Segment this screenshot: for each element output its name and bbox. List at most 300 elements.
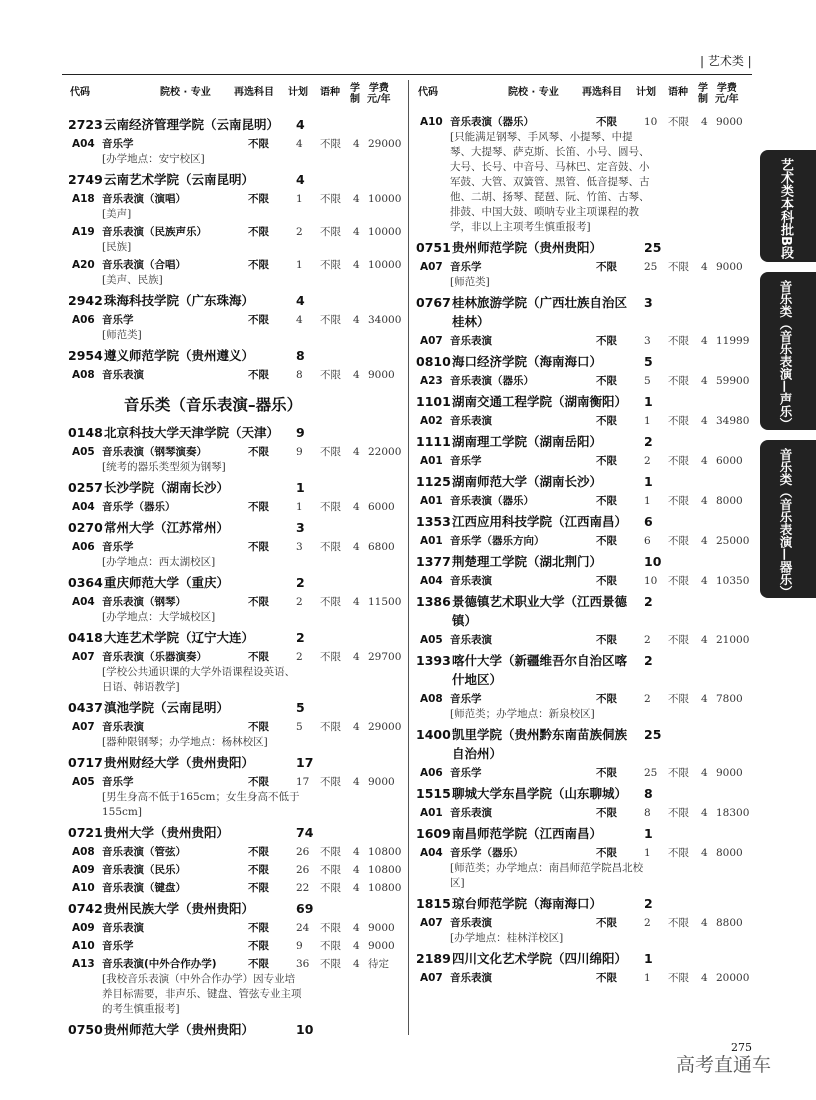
column-header	[68, 80, 408, 112]
school-row	[68, 899, 408, 918]
major-note: [男生身高不低于165cm；女生身高不低于155cm]	[102, 791, 300, 818]
major-name: 音乐表演	[450, 972, 492, 984]
major-language: 不限	[320, 940, 341, 952]
major-row	[416, 573, 756, 589]
major-row	[416, 333, 756, 349]
major-code: A04	[72, 501, 95, 513]
school-name: 四川文化艺术学院（四川绵阳）	[452, 951, 628, 966]
major-row	[68, 774, 408, 790]
major-row	[68, 136, 408, 152]
major-fee: 10800	[368, 864, 402, 876]
major-fee: 6000	[368, 501, 395, 513]
major-name: 音乐表演（器乐）	[450, 116, 534, 128]
major-years: 4	[353, 958, 360, 970]
major-plan: 3	[296, 541, 303, 553]
major-plan: 10	[644, 575, 658, 587]
major-note: [办学地点：西太湖校区]	[102, 556, 216, 568]
header-language: 语种	[320, 87, 340, 98]
school-row	[68, 115, 408, 134]
school-row	[416, 725, 756, 763]
school-row	[416, 392, 756, 411]
school-name: 海口经济学院（海南海口）	[452, 354, 603, 369]
major-plan: 1	[644, 847, 651, 859]
major-name: 音乐学（器乐）	[450, 847, 524, 859]
major-name: 音乐表演	[450, 335, 492, 347]
major-fee: 11999	[716, 335, 750, 347]
major-code: A06	[420, 767, 443, 779]
major-years: 4	[701, 847, 708, 859]
school-row	[416, 651, 756, 689]
school-code: 1353	[416, 514, 451, 529]
major-row	[416, 632, 756, 648]
major-fee: 29000	[368, 138, 402, 150]
major-name: 音乐表演	[102, 721, 144, 733]
major-name: 音乐表演（管弦）	[102, 846, 186, 858]
major-row	[68, 312, 408, 328]
major-subjects: 不限	[596, 116, 617, 128]
school-name: 景德镇艺术职业大学（江西景德镇）	[452, 594, 628, 628]
school-name: 湖南理工学院（湖南岳阳）	[452, 434, 603, 449]
major-language: 不限	[668, 535, 689, 547]
major-note: [师范类]	[450, 276, 490, 288]
column-header	[416, 80, 756, 112]
major-fee: 10800	[368, 846, 402, 858]
major-code: A01	[420, 807, 443, 819]
school-row	[68, 628, 408, 647]
major-subjects: 不限	[596, 335, 617, 347]
major-years: 4	[701, 972, 708, 984]
school-code: 0257	[68, 480, 103, 495]
major-plan: 9	[296, 446, 303, 458]
major-subjects: 不限	[596, 375, 617, 387]
major-code: A20	[72, 259, 95, 271]
major-row	[416, 453, 756, 469]
major-fee: 待定	[368, 958, 389, 970]
major-code: A08	[420, 693, 443, 705]
major-name: 音乐学	[102, 541, 134, 553]
major-name: 音乐表演	[450, 917, 492, 929]
major-code: A04	[420, 847, 443, 859]
school-plan: 25	[644, 240, 662, 255]
major-subjects: 不限	[596, 575, 617, 587]
major-code: A07	[420, 972, 443, 984]
major-fee: 10800	[368, 882, 402, 894]
major-plan: 8	[296, 369, 303, 381]
major-language: 不限	[320, 922, 341, 934]
major-years: 4	[353, 501, 360, 513]
school-row	[68, 698, 408, 717]
major-code: A13	[72, 958, 95, 970]
major-row	[416, 259, 756, 275]
major-code: A10	[72, 882, 95, 894]
major-years: 4	[353, 369, 360, 381]
major-language: 不限	[668, 634, 689, 646]
header-plan: 计划	[288, 87, 308, 98]
major-language: 不限	[320, 193, 341, 205]
header-plan: 计划	[636, 87, 656, 98]
major-plan: 10	[644, 116, 658, 128]
major-name: 音乐表演（民族声乐）	[102, 226, 207, 238]
major-plan: 2	[296, 651, 303, 663]
school-code: 1393	[416, 653, 451, 668]
major-years: 4	[353, 846, 360, 858]
school-plan: 5	[296, 700, 305, 715]
major-code: A04	[420, 575, 443, 587]
major-row	[416, 373, 756, 389]
major-years: 4	[701, 693, 708, 705]
major-years: 4	[701, 415, 708, 427]
school-code: 1377	[416, 554, 451, 569]
major-row	[68, 862, 408, 878]
major-row	[68, 539, 408, 555]
major-language: 不限	[668, 335, 689, 347]
major-row	[416, 805, 756, 821]
major-years: 4	[353, 864, 360, 876]
major-code: A05	[72, 776, 95, 788]
major-name: 音乐表演(中外合作办学)	[102, 958, 217, 970]
major-years: 4	[353, 922, 360, 934]
school-plan: 25	[644, 727, 662, 742]
major-fee: 59900	[716, 375, 750, 387]
major-fee: 29700	[368, 651, 402, 663]
major-subjects: 不限	[596, 535, 617, 547]
school-row	[416, 552, 756, 571]
major-subjects: 不限	[248, 259, 269, 271]
header-school-major: 院校 · 专业	[160, 87, 211, 98]
major-subjects: 不限	[248, 776, 269, 788]
major-code: A07	[420, 917, 443, 929]
major-row	[68, 191, 408, 207]
major-plan: 2	[644, 693, 651, 705]
major-row	[68, 499, 408, 515]
major-language: 不限	[668, 972, 689, 984]
major-years: 4	[353, 446, 360, 458]
school-code: 0742	[68, 901, 103, 916]
school-name: 珠海科技学院（广东珠海）	[104, 293, 255, 308]
major-row	[416, 114, 756, 130]
major-code: A09	[72, 864, 95, 876]
major-subjects: 不限	[248, 651, 269, 663]
major-language: 不限	[668, 807, 689, 819]
left-column	[68, 80, 408, 1039]
major-plan: 2	[296, 596, 303, 608]
major-fee: 10350	[716, 575, 750, 587]
school-name: 湖南交通工程学院（湖南衡阳）	[452, 394, 628, 409]
major-subjects: 不限	[248, 940, 269, 952]
school-plan: 1	[644, 826, 653, 841]
school-row	[68, 823, 408, 842]
school-name: 聊城大学东昌学院（山东聊城）	[452, 786, 628, 801]
major-language: 不限	[668, 261, 689, 273]
major-years: 4	[701, 575, 708, 587]
major-name: 音乐表演（钢琴演奏）	[102, 446, 207, 458]
major-language: 不限	[668, 495, 689, 507]
major-years: 4	[701, 535, 708, 547]
major-name: 音乐表演（器乐）	[450, 495, 534, 507]
school-plan: 74	[296, 825, 314, 840]
major-years: 4	[701, 375, 708, 387]
school-name: 贵州师范学院（贵州贵阳）	[452, 240, 603, 255]
school-code: 1386	[416, 594, 451, 609]
header-language: 语种	[668, 87, 688, 98]
major-name: 音乐学	[102, 138, 134, 150]
left-rows	[68, 115, 408, 1039]
school-code: 0721	[68, 825, 103, 840]
school-name: 重庆师范大学（重庆）	[104, 575, 230, 590]
major-years: 4	[701, 634, 708, 646]
major-note: [只能满足钢琴、手风琴、小提琴、中提琴、大提琴、萨克斯、长笛、小号、圆号、大号、长号、中音号、马林巴、定音鼓、小军鼓、大管、双簧管、黑管、低音提琴、古他、二胡、扬琴、琵琶、阮、竹笛、古琴、排鼓、中国大鼓、唢呐专业主项课程的教学，非以上主项考生慎重报考]	[450, 131, 650, 233]
major-fee: 7800	[716, 693, 743, 705]
major-note: [师范类]	[102, 329, 142, 341]
school-code: 2942	[68, 293, 103, 308]
major-language: 不限	[320, 776, 341, 788]
major-years: 4	[353, 541, 360, 553]
major-plan: 1	[644, 972, 651, 984]
school-name: 长沙学院（湖南长沙）	[104, 480, 230, 495]
major-fee: 9000	[716, 261, 743, 273]
major-language: 不限	[668, 693, 689, 705]
major-language: 不限	[320, 864, 341, 876]
major-code: A23	[420, 375, 443, 387]
header-rule	[62, 74, 752, 75]
major-name: 音乐表演	[102, 369, 144, 381]
major-years: 4	[353, 721, 360, 733]
major-fee: 9000	[368, 369, 395, 381]
school-code: 0418	[68, 630, 103, 645]
school-row	[68, 423, 408, 442]
major-plan: 22	[296, 882, 310, 894]
major-language: 不限	[320, 259, 341, 271]
school-plan: 2	[296, 630, 305, 645]
major-plan: 5	[644, 375, 651, 387]
major-row	[416, 533, 756, 549]
major-name: 音乐学	[450, 693, 482, 705]
major-fee: 22000	[368, 446, 402, 458]
major-note: [美声、民族]	[102, 274, 163, 286]
major-fee: 10000	[368, 226, 402, 238]
major-name: 音乐表演	[450, 634, 492, 646]
major-code: A01	[420, 535, 443, 547]
major-plan: 1	[296, 193, 303, 205]
major-years: 4	[701, 917, 708, 929]
major-note: [美声]	[102, 208, 132, 220]
major-row	[416, 413, 756, 429]
school-code: 1815	[416, 896, 451, 911]
right-rows	[416, 114, 756, 986]
major-row	[68, 594, 408, 610]
school-row	[68, 1020, 408, 1039]
major-fee: 9000	[368, 940, 395, 952]
major-fee: 10000	[368, 193, 402, 205]
side-tab-vocal[interactable]: 音乐类（音乐表演—声乐）	[760, 272, 816, 430]
school-plan: 3	[644, 295, 653, 310]
major-years: 4	[353, 193, 360, 205]
major-name: 音乐表演（合唱）	[102, 259, 186, 271]
school-row	[416, 238, 756, 257]
school-plan: 4	[296, 172, 305, 187]
major-years: 4	[701, 261, 708, 273]
school-name: 遵义师范学院（贵州遵义）	[104, 348, 255, 363]
school-code: 0750	[68, 1022, 103, 1037]
major-subjects: 不限	[248, 922, 269, 934]
major-language: 不限	[320, 958, 341, 970]
major-code: A01	[420, 495, 443, 507]
major-fee: 34980	[716, 415, 750, 427]
major-fee: 25000	[716, 535, 750, 547]
major-subjects: 不限	[248, 501, 269, 513]
major-plan: 9	[296, 940, 303, 952]
school-row	[416, 824, 756, 843]
school-row	[68, 753, 408, 772]
major-code: A07	[72, 651, 95, 663]
school-code: 1125	[416, 474, 451, 489]
major-name: 音乐表演（钢琴）	[102, 596, 186, 608]
major-code: A08	[72, 369, 95, 381]
major-plan: 2	[296, 226, 303, 238]
major-language: 不限	[320, 501, 341, 513]
major-code: A02	[420, 415, 443, 427]
header-code: 代码	[70, 87, 90, 98]
major-years: 4	[353, 138, 360, 150]
major-plan: 25	[644, 767, 658, 779]
major-language: 不限	[668, 415, 689, 427]
major-code: A10	[72, 940, 95, 952]
major-years: 4	[701, 807, 708, 819]
school-code: 0717	[68, 755, 103, 770]
major-fee: 9000	[716, 767, 743, 779]
school-name: 喀什大学（新疆维吾尔自治区喀什地区）	[452, 653, 628, 687]
major-years: 4	[701, 767, 708, 779]
header-years: 学 制	[350, 83, 360, 105]
major-code: A18	[72, 193, 95, 205]
major-row	[416, 765, 756, 781]
right-column	[416, 80, 756, 986]
major-subjects: 不限	[248, 314, 269, 326]
major-row	[416, 970, 756, 986]
school-row	[416, 512, 756, 531]
major-name: 音乐学（器乐方向）	[450, 535, 545, 547]
major-name: 音乐表演（民乐）	[102, 864, 186, 876]
school-name: 大连艺术学院（辽宁大连）	[104, 630, 255, 645]
major-subjects: 不限	[596, 767, 617, 779]
school-row	[68, 170, 408, 189]
school-row	[68, 573, 408, 592]
major-years: 4	[701, 455, 708, 467]
watermark: 高考直通车	[676, 1054, 772, 1076]
school-plan: 9	[296, 425, 305, 440]
major-language: 不限	[320, 846, 341, 858]
major-plan: 1	[296, 501, 303, 513]
school-row	[68, 518, 408, 537]
major-years: 4	[353, 940, 360, 952]
school-code: 1609	[416, 826, 451, 841]
major-fee: 29000	[368, 721, 402, 733]
major-name: 音乐学	[450, 261, 482, 273]
major-fee: 10000	[368, 259, 402, 271]
major-plan: 36	[296, 958, 310, 970]
major-language: 不限	[320, 596, 341, 608]
major-years: 4	[353, 314, 360, 326]
major-subjects: 不限	[248, 864, 269, 876]
major-subjects: 不限	[596, 261, 617, 273]
school-name: 滇池学院（云南昆明）	[104, 700, 230, 715]
school-code: 2749	[68, 172, 103, 187]
major-years: 4	[353, 226, 360, 238]
major-years: 4	[701, 116, 708, 128]
major-row	[68, 938, 408, 954]
major-subjects: 不限	[596, 917, 617, 929]
major-subjects: 不限	[248, 882, 269, 894]
major-language: 不限	[668, 116, 689, 128]
major-subjects: 不限	[248, 446, 269, 458]
school-plan: 2	[644, 594, 653, 609]
header-fee: 学费 元/年	[715, 83, 739, 105]
major-language: 不限	[320, 446, 341, 458]
major-row	[68, 257, 408, 273]
major-row	[68, 719, 408, 735]
major-years: 4	[353, 259, 360, 271]
major-subjects: 不限	[248, 596, 269, 608]
major-subjects: 不限	[596, 415, 617, 427]
school-row	[416, 949, 756, 968]
school-plan: 69	[296, 901, 314, 916]
major-code: A09	[72, 922, 95, 934]
school-code: 0437	[68, 700, 103, 715]
major-code: A01	[420, 455, 443, 467]
major-code: A05	[420, 634, 443, 646]
side-tab-instrumental[interactable]: 音乐类（音乐表演—器乐）	[760, 440, 816, 598]
major-plan: 17	[296, 776, 310, 788]
school-code: 0148	[68, 425, 103, 440]
school-row	[68, 346, 408, 365]
major-fee: 18300	[716, 807, 750, 819]
school-plan: 8	[296, 348, 305, 363]
major-row	[416, 845, 756, 861]
major-subjects: 不限	[596, 634, 617, 646]
side-tab-batch[interactable]: 艺术类本科批B段	[760, 150, 816, 262]
section-title: 音乐类（音乐表演–器乐）	[123, 396, 303, 414]
major-note: [师范类；办学地点：新泉校区]	[450, 708, 595, 720]
major-fee: 6000	[716, 455, 743, 467]
major-plan: 25	[644, 261, 658, 273]
major-plan: 1	[296, 259, 303, 271]
major-plan: 26	[296, 864, 310, 876]
school-name: 北京科技大学天津学院（天津）	[104, 425, 280, 440]
major-row	[68, 649, 408, 665]
major-subjects: 不限	[248, 846, 269, 858]
school-code: 1111	[416, 434, 451, 449]
major-subjects: 不限	[596, 847, 617, 859]
school-plan: 6	[644, 514, 653, 529]
major-fee: 21000	[716, 634, 750, 646]
school-name: 常州大学（江苏常州）	[104, 520, 230, 535]
school-name: 琼台师范学院（海南海口）	[452, 896, 603, 911]
header-fee: 学费 元/年	[367, 83, 391, 105]
school-plan: 4	[296, 117, 305, 132]
column-divider	[408, 80, 409, 1035]
major-language: 不限	[668, 575, 689, 587]
major-row	[68, 956, 408, 972]
major-name: 音乐学	[102, 940, 134, 952]
major-code: A10	[420, 116, 443, 128]
school-name: 贵州大学（贵州贵阳）	[104, 825, 230, 840]
school-code: 2954	[68, 348, 103, 363]
major-name: 音乐表演	[450, 575, 492, 587]
major-years: 4	[353, 776, 360, 788]
school-code: 1101	[416, 394, 451, 409]
major-name: 音乐学（器乐）	[102, 501, 176, 513]
major-subjects: 不限	[248, 226, 269, 238]
